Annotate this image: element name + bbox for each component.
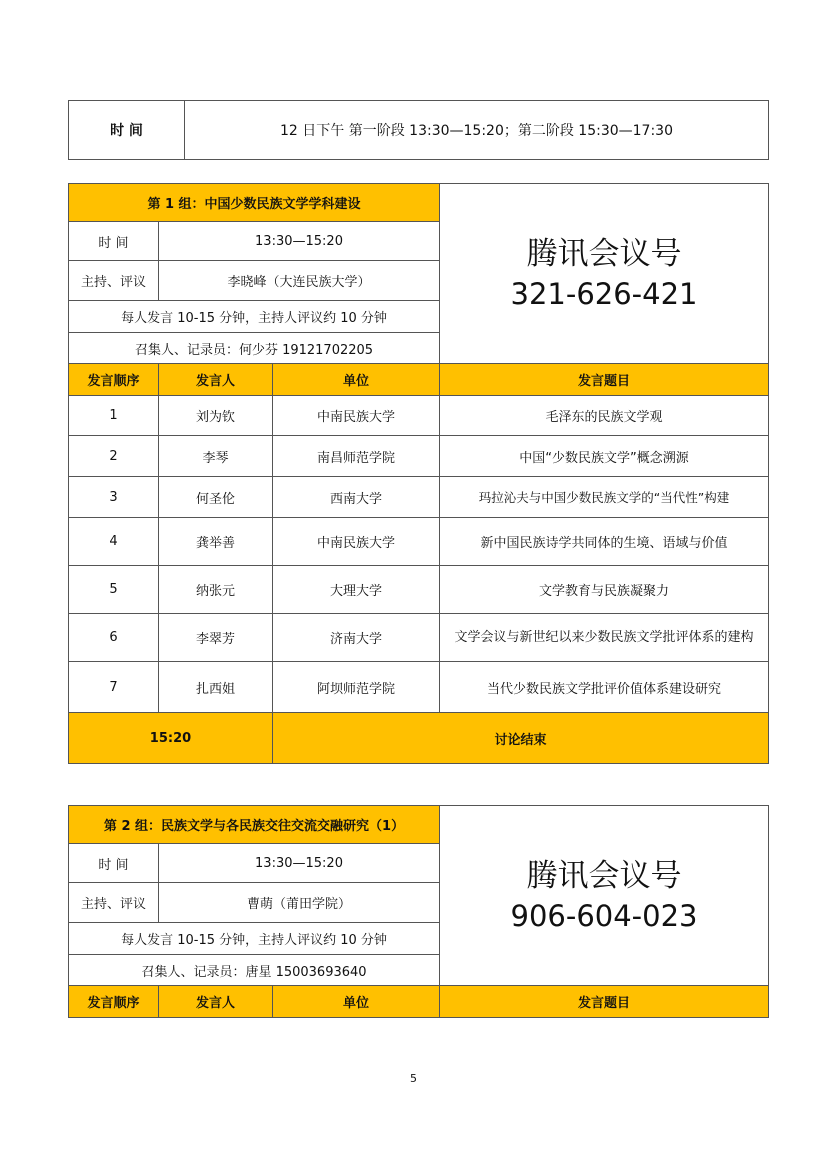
row-speaker: 扎西姐	[159, 662, 273, 713]
row-order: 4	[69, 518, 159, 566]
group2-meeting-id: 906-604-023	[510, 898, 698, 933]
group1-header-order: 发言顺序	[69, 364, 159, 396]
group2-meeting-label: 腾讯会议号	[526, 857, 682, 894]
row-unit: 南昌师范学院	[273, 436, 440, 477]
group1-meeting-id: 321-626-421	[510, 276, 698, 311]
row-speaker: 李琴	[159, 436, 273, 477]
schedule-label: 时 间	[69, 101, 185, 160]
group2-header-topic: 发言题目	[440, 986, 769, 1018]
group1-meeting-box	[440, 184, 769, 364]
table-row	[69, 518, 769, 566]
row-order: 3	[69, 477, 159, 518]
group1-meeting-label: 腾讯会议号	[526, 235, 682, 272]
row-order: 1	[69, 396, 159, 436]
group1-header-speaker: 发言人	[159, 364, 273, 396]
row-unit: 中南民族大学	[273, 518, 440, 566]
group2-time-label: 时 间	[69, 844, 159, 883]
group1-header-topic: 发言题目	[440, 364, 769, 396]
group1-convener: 召集人、记录员：何少芬 19121702205	[69, 333, 440, 364]
row-order: 2	[69, 436, 159, 477]
group1-time-label: 时 间	[69, 222, 159, 261]
table-row	[69, 566, 769, 614]
table-row	[69, 477, 769, 518]
schedule-row	[69, 101, 769, 160]
group2-host-value: 曹萌（莆田学院）	[159, 883, 440, 923]
row-unit: 阿坝师范学院	[273, 662, 440, 713]
group2-table	[68, 805, 769, 1018]
row-topic: 新中国民族诗学共同体的生境、语域与价值	[440, 518, 769, 566]
row-speaker: 何圣伦	[159, 477, 273, 518]
group2-header-unit: 单位	[273, 986, 440, 1018]
table-row	[69, 614, 769, 662]
table-row	[69, 662, 769, 713]
group1-rule: 每人发言 10-15 分钟，主持人评议约 10 分钟	[69, 301, 440, 333]
group1-end-time: 15:20	[69, 713, 273, 764]
group1-title: 第 1 组：中国少数民族文学学科建设	[69, 184, 440, 222]
group2-title-row	[69, 806, 769, 844]
row-topic: 文学会议与新世纪以来少数民族文学批评体系的建构	[440, 614, 769, 662]
row-speaker: 李翠芳	[159, 614, 273, 662]
group1-time-value: 13:30—15:20	[159, 222, 440, 261]
row-order: 6	[69, 614, 159, 662]
group2-meeting-box	[440, 806, 769, 986]
row-speaker: 纳张元	[159, 566, 273, 614]
row-topic: 文学教育与民族凝聚力	[440, 566, 769, 614]
row-unit: 中南民族大学	[273, 396, 440, 436]
table-row	[69, 396, 769, 436]
row-unit: 西南大学	[273, 477, 440, 518]
group2-convener: 召集人、记录员：唐星 15003693640	[69, 955, 440, 986]
group1-host-label: 主持、评议	[69, 261, 159, 301]
group1-table	[68, 183, 769, 764]
group1-header-unit: 单位	[273, 364, 440, 396]
row-order: 7	[69, 662, 159, 713]
schedule-value: 12 日下午 第一阶段 13:30—15:20；第二阶段 15:30—17:30	[185, 101, 769, 160]
schedule-table	[68, 100, 769, 160]
page-number: 5	[410, 1072, 417, 1085]
row-topic: 毛泽东的民族文学观	[440, 396, 769, 436]
group2-title: 第 2 组：民族文学与各民族交往交流交融研究（1）	[69, 806, 440, 844]
row-topic: 中国“少数民族文学”概念溯源	[440, 436, 769, 477]
row-unit: 济南大学	[273, 614, 440, 662]
group2-rule: 每人发言 10-15 分钟，主持人评议约 10 分钟	[69, 923, 440, 955]
group1-title-row	[69, 184, 769, 222]
group1-host-value: 李晓峰（大连民族大学）	[159, 261, 440, 301]
group2-time-value: 13:30—15:20	[159, 844, 440, 883]
group2-host-label: 主持、评议	[69, 883, 159, 923]
row-speaker: 刘为钦	[159, 396, 273, 436]
group2-header-speaker: 发言人	[159, 986, 273, 1018]
row-speaker: 龚举善	[159, 518, 273, 566]
group2-header-row	[69, 986, 769, 1018]
row-topic: 当代少数民族文学批评价值体系建设研究	[440, 662, 769, 713]
row-order: 5	[69, 566, 159, 614]
row-unit: 大理大学	[273, 566, 440, 614]
group1-end-row	[69, 713, 769, 764]
group1-header-row	[69, 364, 769, 396]
group1-end-label: 讨论结束	[273, 713, 769, 764]
row-topic: 玛拉沁夫与中国少数民族文学的“当代性”构建	[440, 477, 769, 518]
group2-header-order: 发言顺序	[69, 986, 159, 1018]
table-row	[69, 436, 769, 477]
